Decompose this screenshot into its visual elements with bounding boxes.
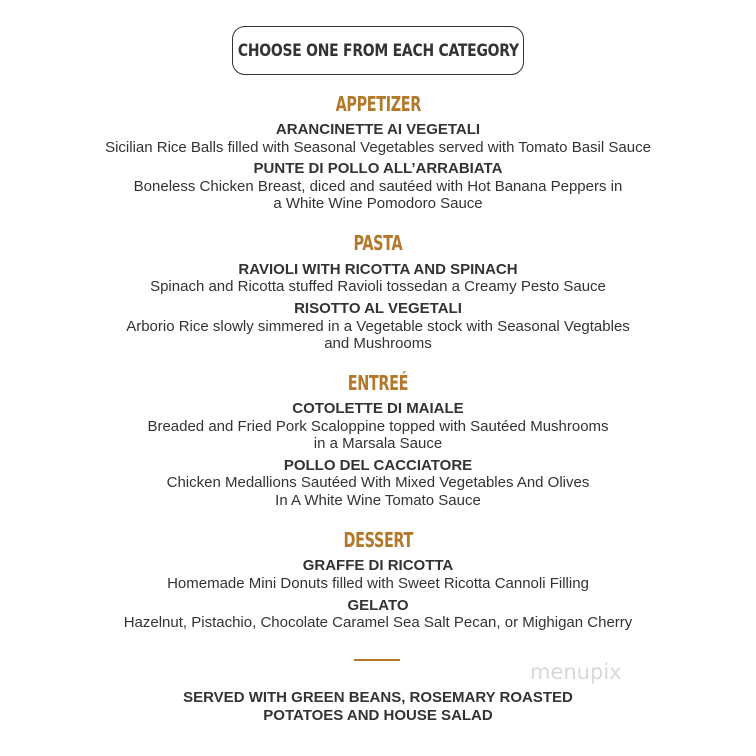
dish-description: Homemade Mini Donuts filled with Sweet Ricotta Cannoli Filling	[167, 575, 589, 592]
dish-name: POLLO DEL CACCIATORE	[283, 457, 473, 474]
dish-description: Spinach and Ricotta stuffed Ravioli tossedan a Creamy Pesto Sauce	[150, 278, 606, 295]
section-title-appetizer	[0, 92, 756, 116]
instruction-heading: CHOOSE ONE FROM EACH CATEGORY	[237, 40, 519, 61]
section-divider	[354, 659, 400, 661]
dish-description: and Mushrooms	[324, 335, 432, 352]
footer-note: SERVED WITH GREEN BEANS, ROSEMARY ROASTED	[183, 689, 573, 706]
category-instruction-box	[232, 26, 524, 75]
dish-name: RAVIOLI WITH RICOTTA AND SPINACH	[238, 261, 518, 278]
footer-note: POTATOES AND HOUSE SALAD	[263, 707, 493, 724]
dish-name: RISOTTO AL VEGETALI	[294, 300, 462, 317]
dish-description: Hazelnut, Pistachio, Chocolate Caramel Sea Salt Pecan, or Mighigan Cherry	[123, 614, 633, 631]
dish-description: Sicilian Rice Balls filled with Seasonal Vegetables served with Tomato Basil Sauce	[105, 139, 651, 156]
dish-description: Chicken Medallions Sautéed With Mixed Vegetables And Olives	[166, 474, 590, 491]
section-title-pasta	[0, 231, 756, 255]
section-title-pasta-text: PASTA	[353, 231, 403, 255]
section-title-appetizer-text: APPETIZER	[335, 92, 421, 116]
section-title-entree-text: ENTREÉ	[347, 371, 409, 395]
dish-name: GELATO	[347, 597, 409, 614]
section-title-entree	[0, 371, 756, 395]
dish-description: in a Marsala Sauce	[313, 435, 443, 452]
dish-name: COTOLETTE DI MAIALE	[292, 400, 464, 417]
menupix-watermark: menupix	[530, 660, 622, 684]
dish-description: Arborio Rice slowly simmered in a Vegetable stock with Seasonal Vegtables	[126, 318, 630, 335]
section-title-dessert	[0, 528, 756, 552]
dish-description: a White Wine Pomodoro Sauce	[273, 195, 483, 212]
dish-name: PUNTE DI POLLO ALL’ARRABIATA	[253, 160, 503, 177]
dish-name: GRAFFE DI RICOTTA	[302, 557, 454, 574]
dish-description: Boneless Chicken Breast, diced and sautéed with Hot Banana Peppers in	[133, 178, 623, 195]
section-title-dessert-text: DESSERT	[343, 528, 413, 552]
dish-name: ARANCINETTE AI VEGETALI	[275, 121, 481, 138]
dish-description: Breaded and Fried Pork Scaloppine topped with Sautéed Mushrooms	[147, 418, 609, 435]
dish-description: In A White Wine Tomato Sauce	[275, 492, 481, 509]
